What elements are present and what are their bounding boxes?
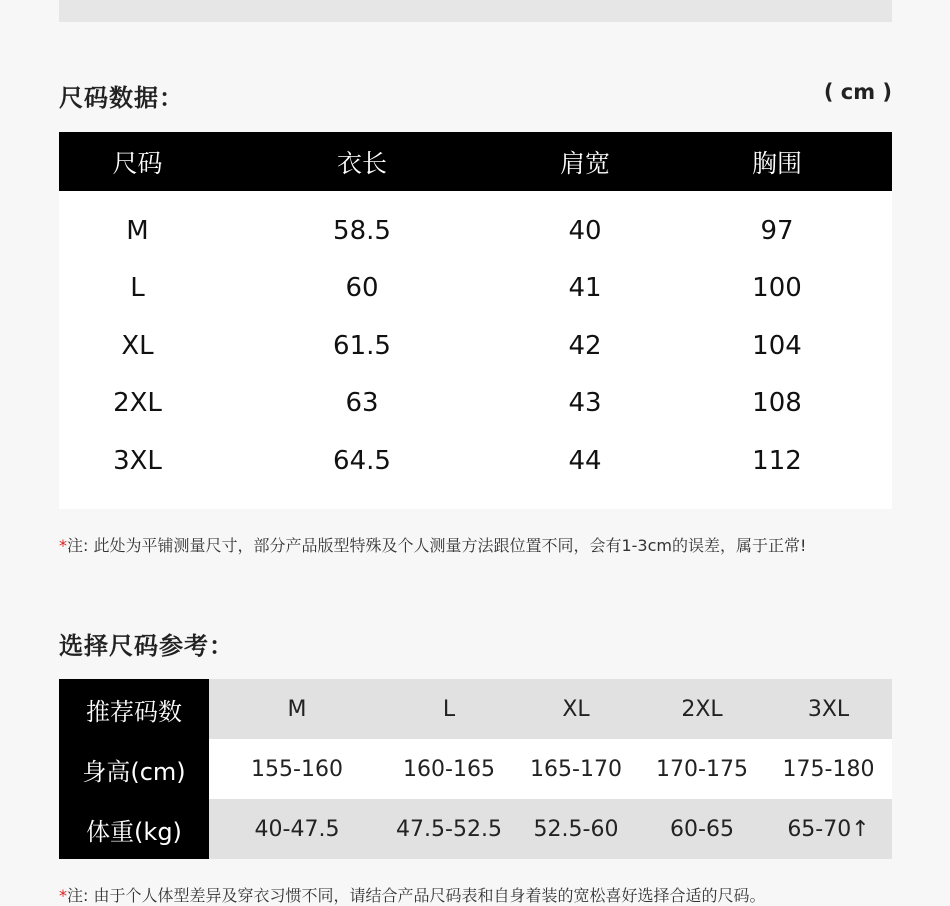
cell-shoulder: 44 [568, 445, 602, 476]
cell-chest: 108 [752, 388, 802, 419]
cell-length: 60 [345, 273, 379, 304]
cell-length: 61.5 [333, 330, 391, 361]
cell-size: L [130, 273, 145, 304]
cell-length: 64.5 [333, 445, 391, 476]
table-row [59, 202, 892, 260]
note-asterisk: * [59, 536, 67, 555]
note-text: 注: 由于个人体型差异及穿衣习惯不同，请结合产品尺码表和自身着装的宽松喜好选择合适的尺码。 [67, 886, 766, 905]
cell-value: 47.5-52.5 [396, 816, 502, 842]
size-data-title: 尺码数据： [59, 84, 184, 112]
size-table-header [59, 132, 892, 191]
row-label-height: 身高(cm) [59, 739, 209, 799]
cell-value: L [442, 696, 456, 722]
cell-size: M [126, 215, 149, 246]
table-row [59, 739, 892, 799]
cell-chest: 97 [760, 215, 794, 246]
header-shoulder: 肩宽 [559, 148, 610, 178]
cell-size: XL [121, 330, 154, 361]
cell-size: 3XL [113, 445, 162, 476]
cell-value: XL [562, 696, 590, 722]
size-table-body [59, 191, 892, 509]
note-asterisk: * [59, 886, 67, 905]
cell-chest: 100 [752, 273, 802, 304]
cell-value: 160-165 [403, 756, 495, 782]
cell-shoulder: 42 [568, 330, 602, 361]
cell-size: 2XL [113, 388, 162, 419]
cell-value: 155-160 [251, 756, 343, 782]
cell-length: 58.5 [333, 215, 391, 246]
cell-value: 170-175 [656, 756, 748, 782]
cell-chest: 112 [752, 445, 802, 476]
cell-shoulder: 41 [568, 273, 602, 304]
cell-value: 165-170 [530, 756, 622, 782]
cell-value: 65-70↑ [787, 816, 870, 842]
cell-shoulder: 40 [568, 215, 602, 246]
row-label-weight: 体重(kg) [59, 799, 209, 859]
header-length: 衣长 [336, 148, 387, 178]
cell-value: 60-65 [670, 816, 734, 842]
cell-chest: 104 [752, 330, 802, 361]
table-row [59, 260, 892, 318]
size-reference-table [59, 679, 892, 859]
top-band [59, 0, 892, 22]
cell-shoulder: 43 [568, 388, 602, 419]
header-size: 尺码 [112, 148, 163, 178]
table-row [59, 432, 892, 490]
table-row [59, 375, 892, 433]
cell-length: 63 [345, 388, 379, 419]
cell-value: 3XL [807, 696, 850, 722]
measurement-note [59, 533, 806, 556]
table-row [59, 799, 892, 859]
cell-value: 175-180 [782, 756, 875, 782]
header-chest: 胸围 [751, 148, 802, 178]
size-reference-title: 选择尺码参考： [59, 632, 234, 660]
cell-value: 52.5-60 [533, 816, 619, 842]
row-label-recommended-size: 推荐码数 [59, 679, 209, 739]
cell-value: M [287, 696, 307, 722]
unit-label: ( cm ) [823, 80, 892, 104]
size-choice-note [59, 883, 765, 906]
cell-value: 40-47.5 [254, 816, 340, 842]
note-text: 注: 此处为平铺测量尺寸，部分产品版型特殊及个人测量方法跟位置不同，会有1-3cm的误差，属于正常! [67, 536, 807, 555]
size-data-table [59, 132, 892, 509]
table-row [59, 679, 892, 739]
cell-value: 2XL [681, 696, 723, 722]
table-row [59, 317, 892, 375]
